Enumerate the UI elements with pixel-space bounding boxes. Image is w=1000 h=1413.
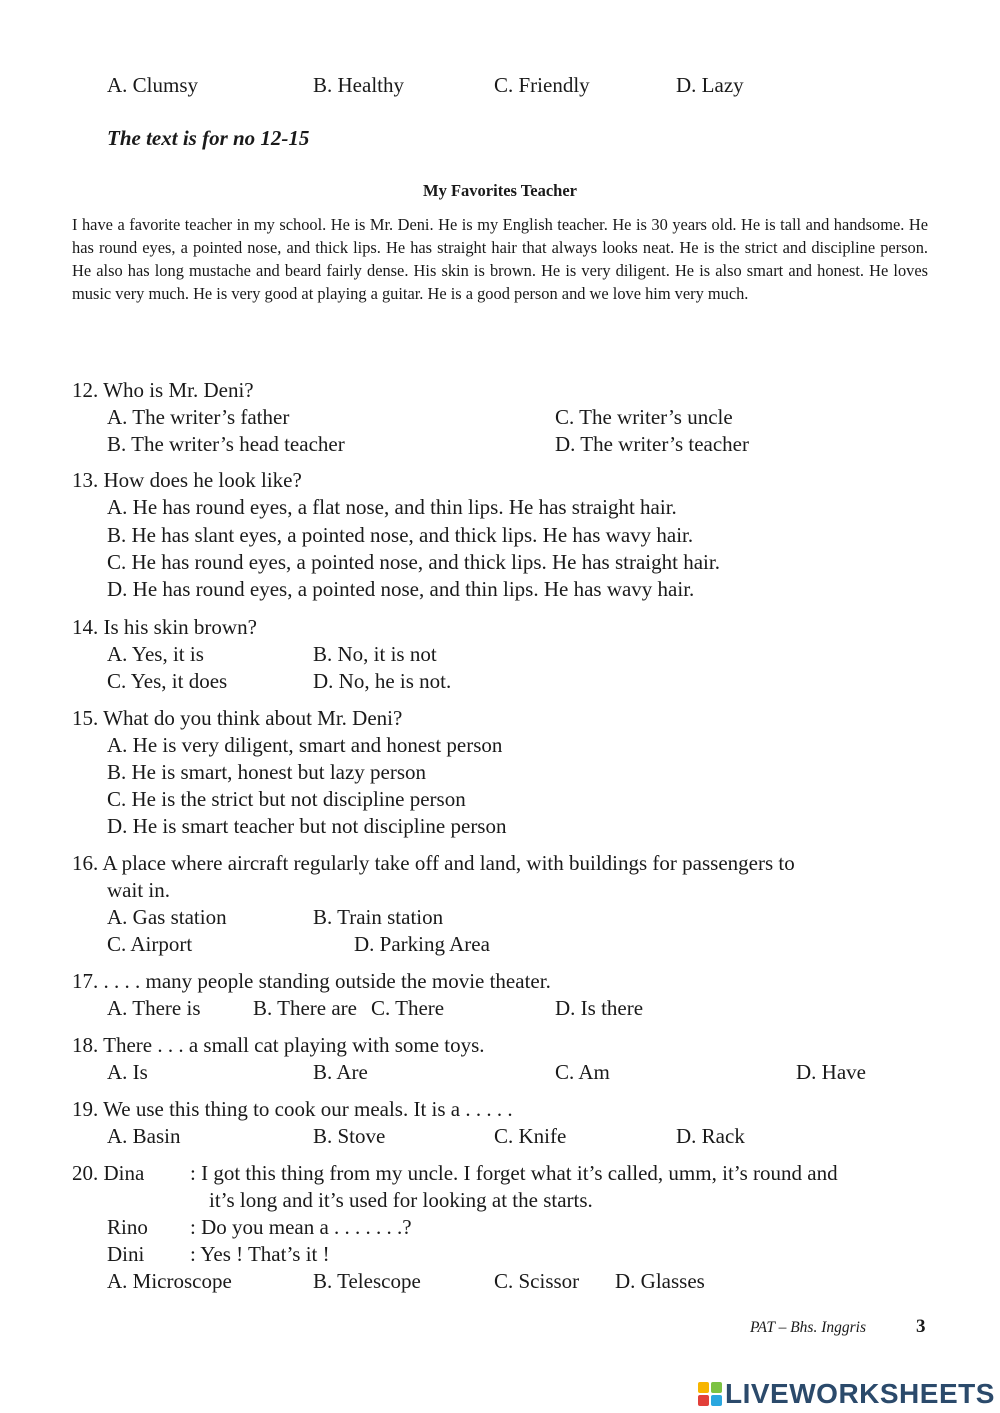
q16-option-a: A. Gas station: [107, 905, 227, 929]
q14-option-b: B. No, it is not: [313, 642, 437, 666]
footer-subject: PAT – Bhs. Inggris: [750, 1319, 866, 1336]
q17-option-d: D. Is there: [555, 996, 644, 1020]
q20-option-b: B. Telescope: [313, 1269, 421, 1293]
liveworksheets-logo-icon: [698, 1382, 722, 1406]
q17-option-a: A. There is: [107, 996, 201, 1020]
q20-speaker-rino: Rino: [107, 1215, 148, 1239]
q14-option-c: C. Yes, it does: [107, 669, 228, 693]
q16-question-line1: 16. A place where aircraft regularly take off and land, with buildings for passengers to: [72, 851, 795, 875]
q13-option-c: C. He has round eyes, a pointed nose, and thick lips. He has straight hair.: [107, 550, 720, 574]
q16-option-d: D. Parking Area: [354, 932, 490, 956]
q19-option-b: B. Stove: [313, 1124, 386, 1148]
passage-title: My Favorites Teacher: [423, 181, 577, 200]
q12-option-a: A. The writer’s father: [107, 405, 290, 429]
page-number: 3: [916, 1316, 926, 1337]
q18-option-c: C. Am: [555, 1060, 610, 1084]
q16-question-line2: wait in.: [107, 878, 170, 902]
q15-option-c: C. He is the strict but not discipline person: [107, 787, 466, 811]
q17-option-b: B. There are: [253, 996, 357, 1020]
q18-option-a: A. Is: [107, 1060, 148, 1084]
q15-question: 15. What do you think about Mr. Deni?: [72, 706, 403, 730]
q15-option-a: A. He is very diligent, smart and honest person: [107, 733, 503, 757]
q16-option-b: B. Train station: [313, 905, 444, 929]
liveworksheets-logo-text: LIVEWORKSHEETS: [725, 1378, 995, 1409]
q18-question: 18. There . . . a small cat playing with some toys.: [72, 1033, 485, 1057]
q12-option-d: D. The writer’s teacher: [555, 432, 749, 456]
q19-option-c: C. Knife: [494, 1124, 567, 1148]
q20-dini-line: : Yes ! That’s it !: [190, 1242, 330, 1266]
q19-option-a: A. Basin: [107, 1124, 181, 1148]
passage-body: I have a favorite teacher in my school. He is Mr. Deni. He is my English teacher. He is 30 years old. He is tall and handsome. He has round eyes, a pointed nose, and thick lips. He has straight hair that always looks neat. He is the strict and discipline person. He also has long mustache and beard fairly dense. His skin is brown. He is very diligent. He is also smart and honest. He loves music very much. He is very good at playing a guitar. He is a good person and we love him very much.: [72, 215, 928, 303]
q14-question: 14. Is his skin brown?: [72, 615, 257, 639]
q19-question: 19. We use this thing to cook our meals. It is a . . . . .: [72, 1097, 513, 1121]
q20-speaker-dini: Dini: [107, 1242, 145, 1266]
q18-option-d: D. Have: [796, 1060, 866, 1084]
q13-question: 13. How does he look like?: [72, 468, 302, 492]
q20-option-a: A. Microscope: [107, 1269, 232, 1293]
passage-intro: The text is for no 12-15: [107, 126, 310, 150]
q20-dina-line1: : I got this thing from my uncle. I forget what it’s called, umm, it’s round and: [190, 1161, 838, 1185]
q17-option-c: C. There: [371, 996, 445, 1020]
q14-option-d: D. No, he is not.: [313, 669, 452, 693]
q20-option-c: C. Scissor: [494, 1269, 580, 1293]
q20-speaker-dina: 20. Dina: [72, 1161, 145, 1185]
q13-option-d: D. He has round eyes, a pointed nose, and thin lips. He has wavy hair.: [107, 577, 695, 601]
q20-option-d: D. Glasses: [615, 1269, 705, 1293]
q17-question: 17. . . . . many people standing outside the movie theater.: [72, 969, 551, 993]
q16-option-c: C. Airport: [107, 932, 193, 956]
q12-question: 12. Who is Mr. Deni?: [72, 378, 254, 402]
q15-option-b: B. He is smart, honest but lazy person: [107, 760, 427, 784]
q12-option-c: C. The writer’s uncle: [555, 405, 733, 429]
q11-option-a: A. Clumsy: [107, 73, 199, 97]
q13-option-b: B. He has slant eyes, a pointed nose, and thick lips. He has wavy hair.: [107, 523, 694, 547]
q11-option-c: C. Friendly: [494, 73, 590, 97]
q12-option-b: B. The writer’s head teacher: [107, 432, 345, 456]
q20-rino-line: : Do you mean a . . . . . . .?: [190, 1215, 412, 1239]
q14-option-a: A. Yes, it is: [107, 642, 204, 666]
q15-option-d: D. He is smart teacher but not discipline person: [107, 814, 507, 838]
liveworksheets-logo: [698, 1379, 995, 1409]
q11-option-b: B. Healthy: [313, 73, 404, 97]
q20-dina-line2: it’s long and it’s used for looking at the starts.: [209, 1188, 593, 1212]
q11-option-d: D. Lazy: [676, 73, 744, 97]
q13-option-a: A. He has round eyes, a flat nose, and thin lips. He has straight hair.: [107, 495, 677, 519]
q19-option-d: D. Rack: [676, 1124, 745, 1148]
q18-option-b: B. Are: [313, 1060, 368, 1084]
